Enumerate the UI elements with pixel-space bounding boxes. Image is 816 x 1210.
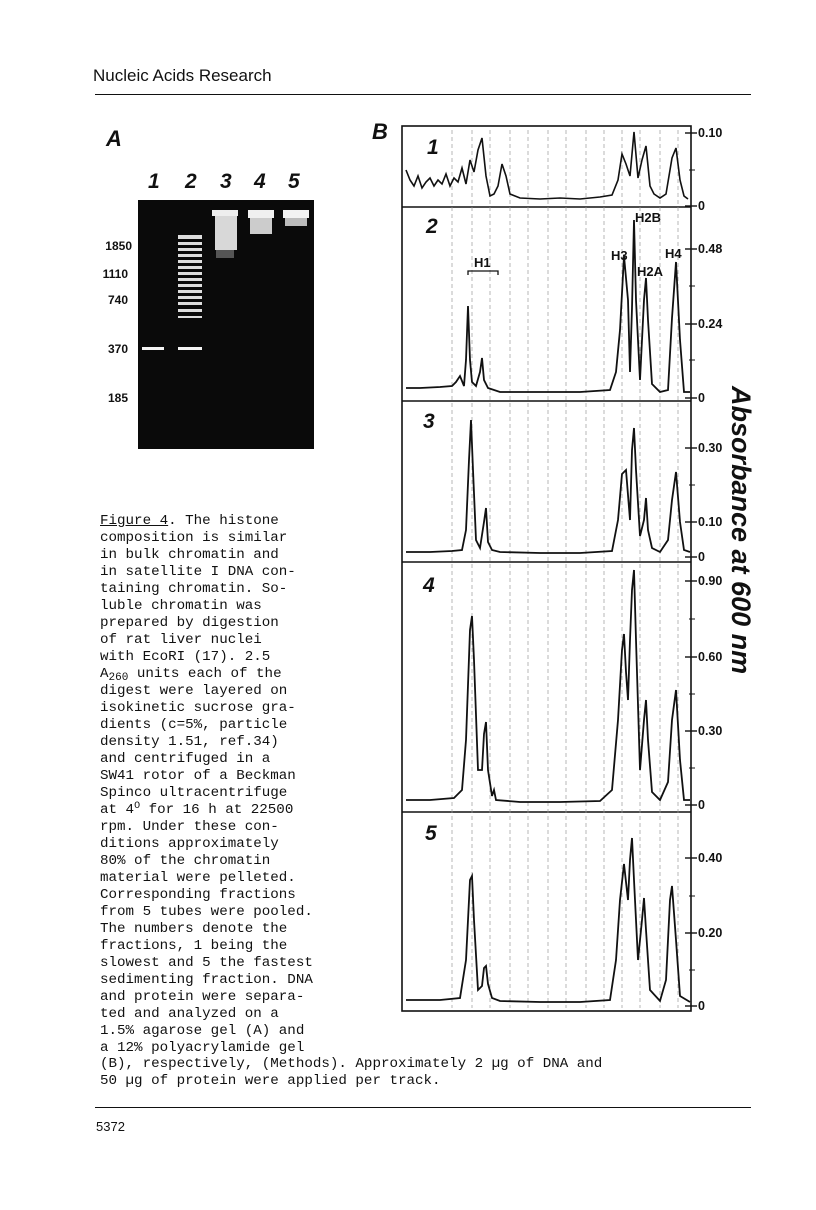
marker-185: 185	[107, 391, 128, 405]
page-number: 5372	[96, 1119, 125, 1134]
tick-label: 0.40	[698, 851, 723, 865]
tick-label: 0.48	[698, 242, 723, 256]
tick-label: 0.20	[698, 926, 723, 940]
marker-740: 740	[107, 293, 128, 307]
tick-label: 0	[698, 199, 705, 213]
scans-frame	[402, 126, 691, 1011]
tick-label: 0	[698, 999, 705, 1013]
trace-label-2: 2	[426, 215, 438, 238]
panel-b-label: B	[372, 119, 388, 144]
lane-label-4: 4	[254, 170, 266, 193]
trace-1	[406, 132, 688, 199]
tick-label: 0.60	[698, 650, 723, 664]
lane-label-3: 3	[220, 170, 232, 193]
figure-caption-tail: (B), respectively, (Methods). Approximately 2 µg of DNA and 50 µg of protein were applied per track.	[100, 1056, 603, 1089]
figure-caption: Figure 4. The histone composition is similar in bulk chromatin and in satellite I DNA con- taining chromatin. So- luble chromatin was prepared by digestion of rat liver nuclei with EcoRI (17). 2.5 $A_{260}$ units each of the digest were layered on isokinetic sucrose gra- dients (c=5%, particle density 1.51, ref.34) and centrifuged in a SW41 rotor of a Beckman Spinco ultracentrifuge at $4^O$ for 16 h at 22500 rpm. Under these con- ditions approximately 80% of the chromatin material were pelleted. Corresponding fractions from 5 tubes were pooled. The numbers denote the fractions, 1 being the slowest and 5 the fastest sedimenting fraction. DNA and protein were separa- ted and analyzed on a 1.5% agarose gel (A) and a 12% polyacrylamide gel	[100, 513, 313, 1056]
lane-label-5: 5	[288, 170, 300, 193]
peak-label-h3: H3	[611, 248, 628, 263]
lane-label-1: 1	[148, 170, 160, 193]
peak-label-h1: H1	[474, 255, 491, 270]
trace-label-4: 4	[423, 574, 435, 597]
tick-label: 0.24	[698, 317, 723, 331]
marker-1110: 1110	[102, 267, 128, 281]
trace-label-3: 3	[423, 410, 435, 433]
journal-title: Nucleic Acids Research	[93, 66, 272, 85]
tick-label: 0	[698, 391, 705, 405]
marker-370: 370	[107, 342, 128, 356]
tick-label: 0.30	[698, 441, 723, 455]
peak-label-h2b: H2B	[635, 210, 662, 225]
marker-1850: 1850	[105, 239, 132, 253]
peak-label-h4: H4	[665, 246, 682, 261]
footer-rule	[95, 1107, 751, 1108]
trace-label-5: 5	[425, 822, 437, 845]
y-axis-title: Absorbance at 600 nm	[726, 386, 756, 675]
lane-label-2: 2	[185, 170, 197, 193]
tick-label: 0.90	[698, 574, 723, 588]
tick-label: 0	[698, 798, 705, 812]
tick-label: 0	[698, 550, 705, 564]
panel-a-label: A	[106, 126, 122, 151]
peak-label-h2a: H2A	[637, 264, 664, 279]
tick-label: 0.30	[698, 724, 723, 738]
tick-label: 0.10	[698, 515, 723, 529]
tick-label: 0.10	[698, 126, 723, 140]
trace-label-1: 1	[427, 136, 439, 159]
